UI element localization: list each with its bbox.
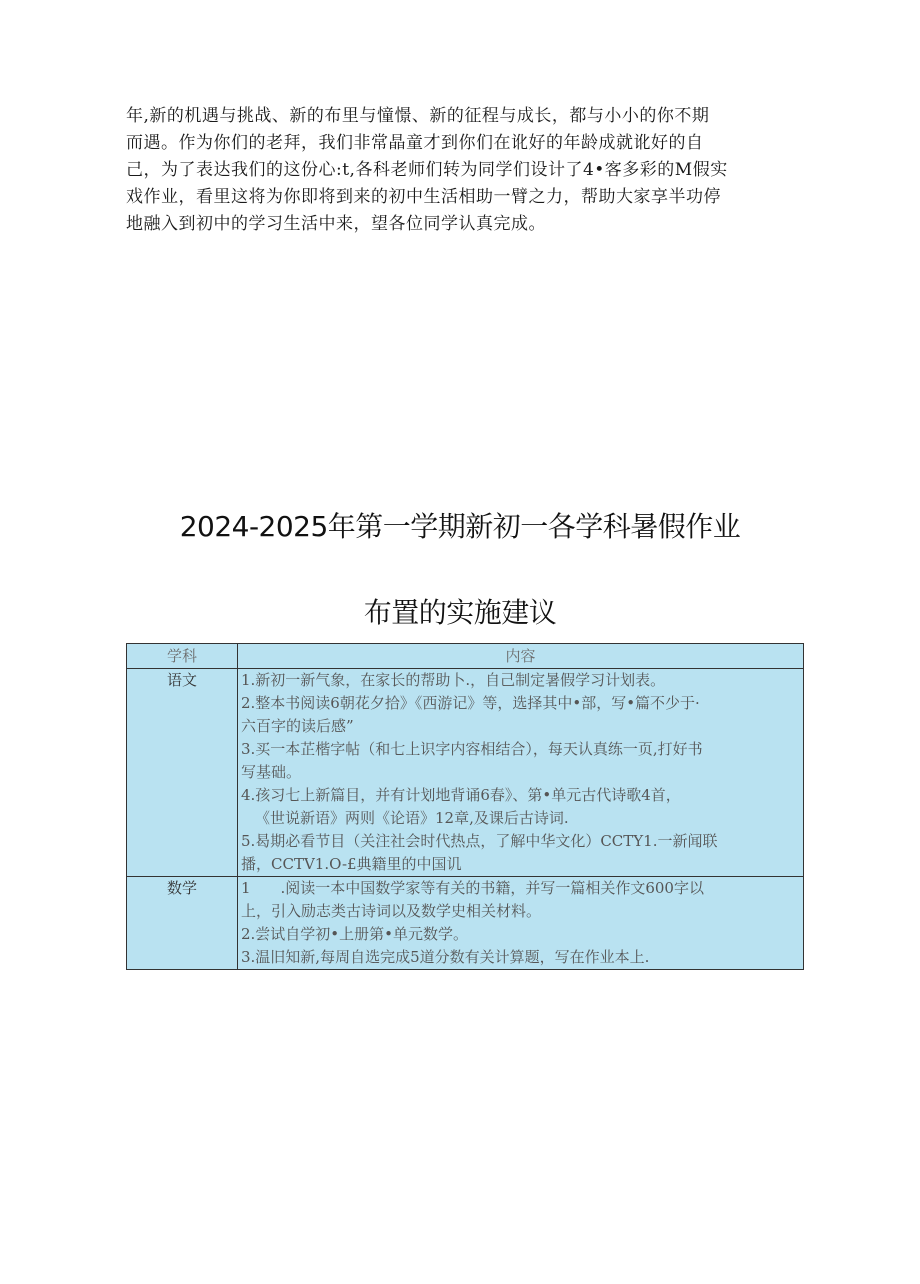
subject-cell: 语文 bbox=[127, 669, 238, 877]
column-header-content: 内容 bbox=[238, 644, 804, 669]
content-line: 播，CCTV1.O-£典籍里的中国讥 bbox=[241, 855, 462, 873]
content-line: 1.新初一新气象，在家长的帮助卜.，自己制定暑假学习计划表。 bbox=[241, 671, 666, 689]
content-line: 3.温旧知新,每周自选完成5道分数有关计算题，写在作业本上. bbox=[241, 948, 650, 966]
content-cell bbox=[238, 669, 804, 877]
content-line: 写基础。 bbox=[241, 763, 302, 781]
page-subtitle: 布置的实施建议 bbox=[363, 596, 557, 629]
content-line: 2.整本书阅读6朝花夕拾》《西游记》等，选择其中•部，写•篇不少于· bbox=[241, 694, 700, 712]
content-cell bbox=[238, 877, 804, 970]
table-header-row bbox=[127, 644, 804, 669]
homework-table bbox=[126, 643, 804, 970]
content-line: 《世说新语》两则《论语》12章,及课后古诗词. bbox=[255, 809, 569, 827]
column-header-subject: 学科 bbox=[127, 644, 238, 669]
intro-line: 己，为了表达我们的这份心:t,各科老师们转为同学们设计了4•客多彩的M假实 bbox=[126, 160, 728, 180]
content-line: 1 .阅读一本中国数学家等有关的书籍，并写一篇相关作文600字以 bbox=[241, 879, 704, 897]
intro-line: 而遇。作为你们的老拜，我们非常晶童才到你们在讹好的年龄成就讹好的自 bbox=[126, 133, 704, 153]
content-line: 5.曷期必看节目（关注社会时代热点，了解中华文化）CCTY1.一新闻联 bbox=[241, 832, 718, 850]
intro-line: 地融入到初中的学习生活中来，望各位同学认真完成。 bbox=[126, 214, 546, 234]
intro-line: 年,新的机遇与挑战、新的布里与憧憬、新的征程与成长，都与小小的你不期 bbox=[126, 106, 710, 126]
table-row bbox=[127, 877, 804, 970]
intro-line: 戏作业，看里这将为你即将到来的初中生活相助一臂之力，帮助大家享半功停 bbox=[126, 187, 721, 207]
subject-cell: 数学 bbox=[127, 877, 238, 970]
page-title: 2024-2025年第一学期新初一各学科暑假作业 bbox=[179, 510, 741, 543]
content-line: 2.尝试自学初•上册第•单元数学。 bbox=[241, 925, 469, 943]
intro-paragraph bbox=[126, 103, 806, 238]
content-line: 4.孩习七上新篇目，并有计划地背诵6春》、第•单元古代诗歌4首， bbox=[241, 786, 681, 804]
content-line: 3.买一本芷楷字帖（和七上识字内容相结合），每天认真练一页,打好书 bbox=[241, 740, 703, 758]
content-line: 上，引入励志类古诗词以及数学史相关材料。 bbox=[241, 902, 542, 920]
table-row bbox=[127, 669, 804, 877]
content-line: 六百字的读后感” bbox=[241, 717, 354, 735]
